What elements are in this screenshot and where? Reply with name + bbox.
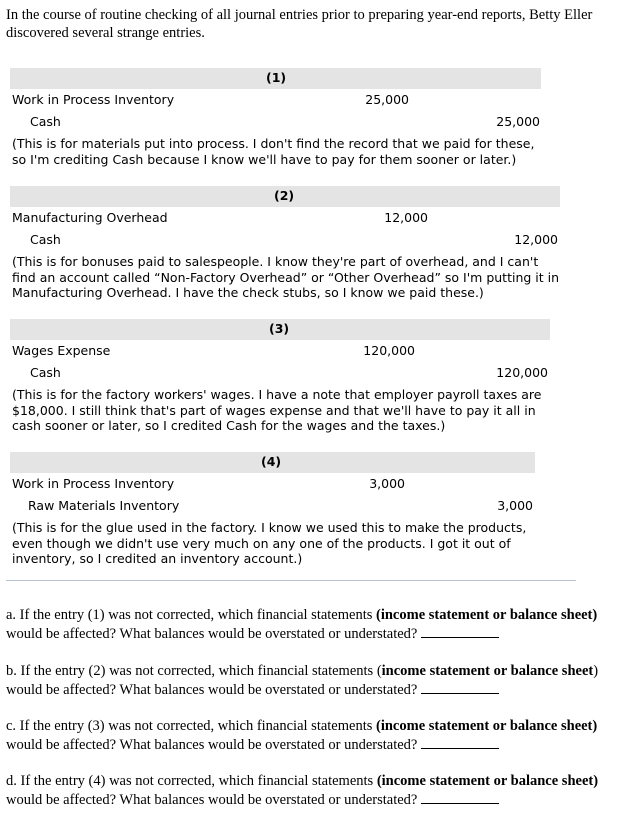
- entry-note: [12, 520, 526, 567]
- credit-amount: 3,000: [497, 498, 533, 513]
- question-emphasis: (income statement or balance sheet): [376, 607, 598, 623]
- note-line: (This is for materials put into process. I don't find the record that we paid for these,: [12, 136, 535, 151]
- credit-amount: 12,000: [514, 232, 558, 247]
- note-line: (This is for bonuses paid to salespeople. I know they're part of overhead, and I can't: [12, 254, 539, 269]
- question-d: [6, 772, 628, 810]
- note-line: find an account called “Non-Factory Overhead” or “Other Overhead” so I'm putting it in: [12, 269, 560, 285]
- entry-header-bar: [10, 319, 550, 340]
- question-text: would be affected? What balances would be overstated or understated?: [6, 626, 418, 642]
- debit-amount: 12,000: [384, 210, 428, 225]
- note-line: so I'm crediting Cash because I know we'll have to pay for them sooner or later.): [12, 151, 517, 167]
- credit-account: Cash: [30, 365, 61, 380]
- answer-blank[interactable]: [421, 681, 499, 694]
- debit-amount: 25,000: [365, 92, 409, 107]
- entry-note: [12, 254, 559, 301]
- debit-amount: 3,000: [369, 476, 405, 491]
- note-line: even though we didn't use very much on any one of the products. I got it out of: [12, 535, 511, 551]
- credit-amount: 25,000: [496, 114, 540, 129]
- debit-account: Manufacturing Overhead: [12, 210, 168, 225]
- entry-header-bar: [10, 452, 535, 473]
- credit-amount: 120,000: [496, 365, 548, 380]
- question-text: c. If the entry (3) was not corrected, which financial statements: [6, 718, 377, 734]
- question-emphasis: (income statement or balance sheet): [376, 773, 599, 789]
- note-line: (This is for the glue used in the factory. I know we used this to make the products,: [12, 520, 527, 535]
- question-a: [6, 606, 628, 644]
- debit-account: Work in Process Inventory: [12, 476, 175, 491]
- note-line: cash sooner or later, so I credited Cash for the wages and the taxes.): [12, 418, 446, 433]
- debit-account: Work in Process Inventory: [12, 92, 175, 107]
- credit-account: Cash: [30, 114, 61, 129]
- note-line: Manufacturing Overhead. I have the check stubs, so I know we paid these.): [12, 285, 484, 300]
- debit-amount: 120,000: [363, 343, 415, 358]
- entry-header-bar: [10, 68, 541, 89]
- question-emphasis: (income statement or balance sheet): [376, 718, 598, 734]
- answer-blank[interactable]: [421, 625, 499, 638]
- question-text: a. If the entry (1) was not corrected, which financial statements: [6, 607, 377, 623]
- answer-blank[interactable]: [421, 791, 499, 804]
- note-line: (This is for the factory workers' wages. I have a note that employer payroll taxes are: [12, 387, 542, 402]
- intro-paragraph: In the course of routine checking of all journal entries prior to preparing year-end reports, Betty Eller discovered several strange entries.: [6, 7, 593, 41]
- entry-number: (3): [269, 321, 290, 336]
- question-c: [6, 717, 628, 755]
- credit-account: Raw Materials Inventory: [28, 498, 180, 513]
- entry-note: [12, 387, 541, 434]
- entry-number: (1): [266, 70, 287, 85]
- entry-note: [12, 136, 534, 167]
- divider: [6, 580, 576, 581]
- question-text: would be affected? What balances would be overstated or understated?: [6, 737, 418, 753]
- entry-number: (4): [261, 454, 282, 469]
- question-text: b. If the entry (2) was not corrected, which financial statements (: [6, 663, 382, 679]
- question-emphasis: income statement or balance sheet: [381, 663, 594, 679]
- question-b: [6, 662, 628, 700]
- credit-account: Cash: [30, 232, 61, 247]
- question-text: ) would be affected? What balances would be overstated or understated?: [6, 663, 599, 698]
- entry-number: (2): [274, 188, 295, 203]
- entry-header-bar: [10, 186, 560, 207]
- question-text: would be affected? What balances would be overstated or understated?: [6, 792, 418, 808]
- question-text: d. If the entry (4) was not corrected, which financial statements: [6, 773, 377, 789]
- note-line: $18,000. I still think that's part of wages expense and that we'll have to pay it all in: [12, 402, 536, 418]
- debit-account: Wages Expense: [12, 343, 111, 358]
- note-line: inventory, so I credited an inventory account.): [12, 551, 303, 566]
- answer-blank[interactable]: [421, 736, 499, 749]
